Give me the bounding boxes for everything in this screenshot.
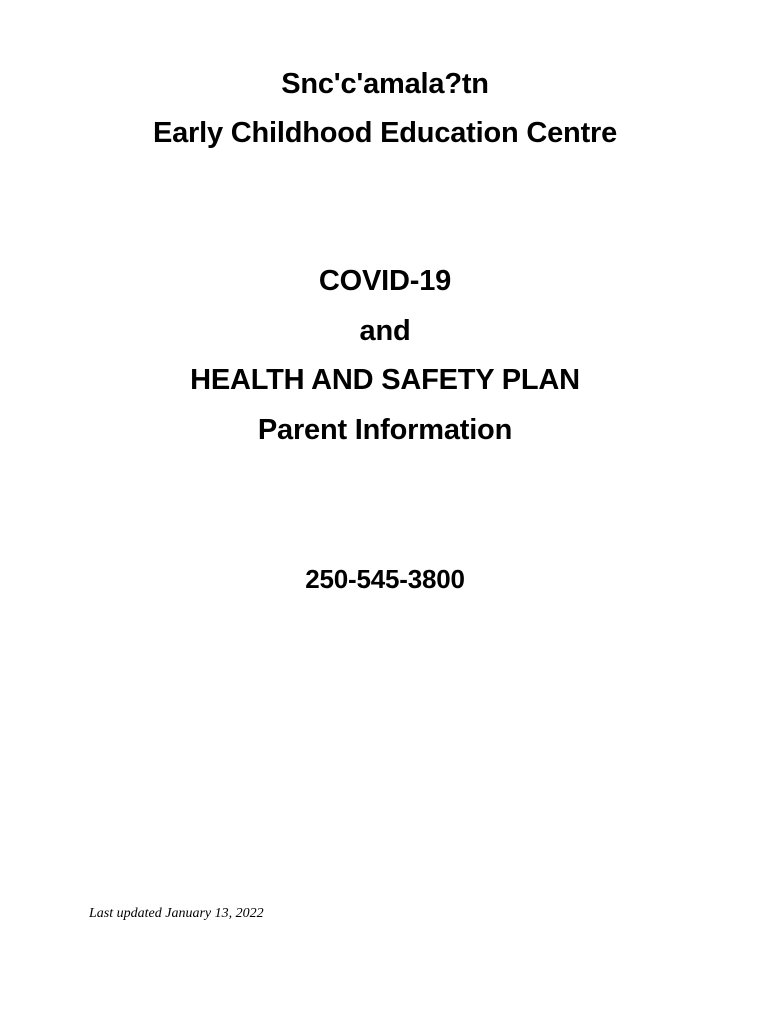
organization-name: Snc'c'amala?tn [281, 68, 489, 100]
title-line-covid: COVID-19 [318, 265, 452, 297]
phone-number: 250-545-3800 [305, 564, 465, 594]
title-line-and: and [359, 315, 411, 347]
last-updated-note: Last updated January 13, 2022 [89, 906, 264, 921]
title-line-parent-information: Parent Information [257, 414, 513, 446]
title-line-plan: HEALTH AND SAFETY PLAN [190, 364, 580, 396]
organization-subtitle: Early Childhood Education Centre [152, 117, 618, 149]
